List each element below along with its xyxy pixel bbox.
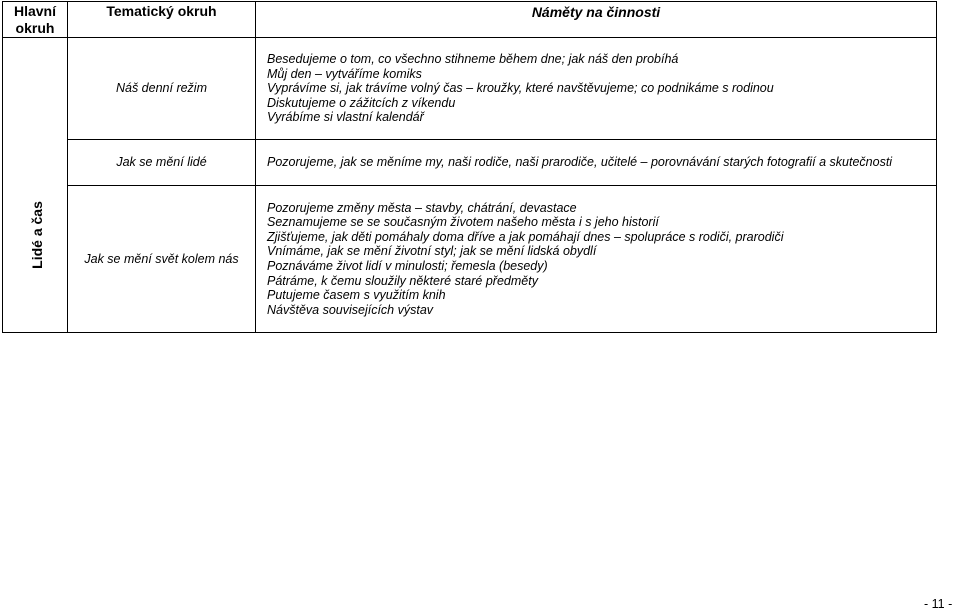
list-item: Besedujeme o tom, co všechno stihneme během dne; jak náš den probíhá [267, 52, 679, 67]
activities-cell [256, 140, 937, 186]
area-top-cell [3, 38, 68, 140]
header-activities: Náměty na činnosti [256, 2, 937, 38]
activity-plan-table [2, 1, 937, 333]
header-theme: Tematický okruh [68, 2, 256, 38]
table-row [3, 140, 937, 186]
theme-cell: Náš denní režim [68, 38, 256, 140]
list-item: Seznamujeme se se současným životem našeho města i s jeho historií [267, 215, 659, 230]
list-item: Můj den – vytváříme komiks [267, 66, 422, 81]
list-item: Diskutujeme o zážitcích z víkendu [267, 95, 456, 110]
table-row [3, 186, 937, 333]
area-cell [3, 140, 68, 333]
header-row [3, 2, 937, 38]
theme-cell: Jak se mění lidé [68, 140, 256, 186]
list-item: Pozorujeme, jak se měníme my, naši rodiče, naši prarodiče, učitelé – porovnávání starých fotografií a skutečnosti [267, 155, 893, 170]
table-row [3, 38, 937, 140]
activities-cell [256, 186, 937, 333]
list-item: Pozorujeme změny města – stavby, chátrání, devastace [267, 200, 577, 215]
list-item: Zjišťujeme, jak děti pomáhaly doma dříve a jak pomáhají dnes – spolupráce s rodiči, prarodiči [267, 229, 784, 244]
list-item: Návštěva souvisejících výstav [267, 302, 434, 317]
list-item: Poznáváme život lidí v minulosti; řemesla (besedy) [267, 259, 548, 273]
area-label: Lidé a čas [28, 200, 45, 269]
list-item: Vnímáme, jak se mění životní styl; jak se mění lidská obydlí [267, 244, 597, 259]
page-number: - 11 - [924, 597, 953, 611]
list-item: Putujeme časem s využitím knih [267, 288, 446, 303]
list-item: Vyprávíme si, jak trávíme volný čas – kroužky, které navštěvujeme; co podnikáme s rodinou [267, 81, 774, 96]
header-area: Hlavní okruh [3, 2, 68, 38]
activities-cell [256, 38, 937, 140]
theme-cell: Jak se mění svět kolem nás [68, 186, 256, 333]
list-item: Pátráme, k čemu sloužily některé staré předměty [267, 273, 538, 288]
list-item: Vyrábíme si vlastní kalendář [267, 110, 424, 125]
